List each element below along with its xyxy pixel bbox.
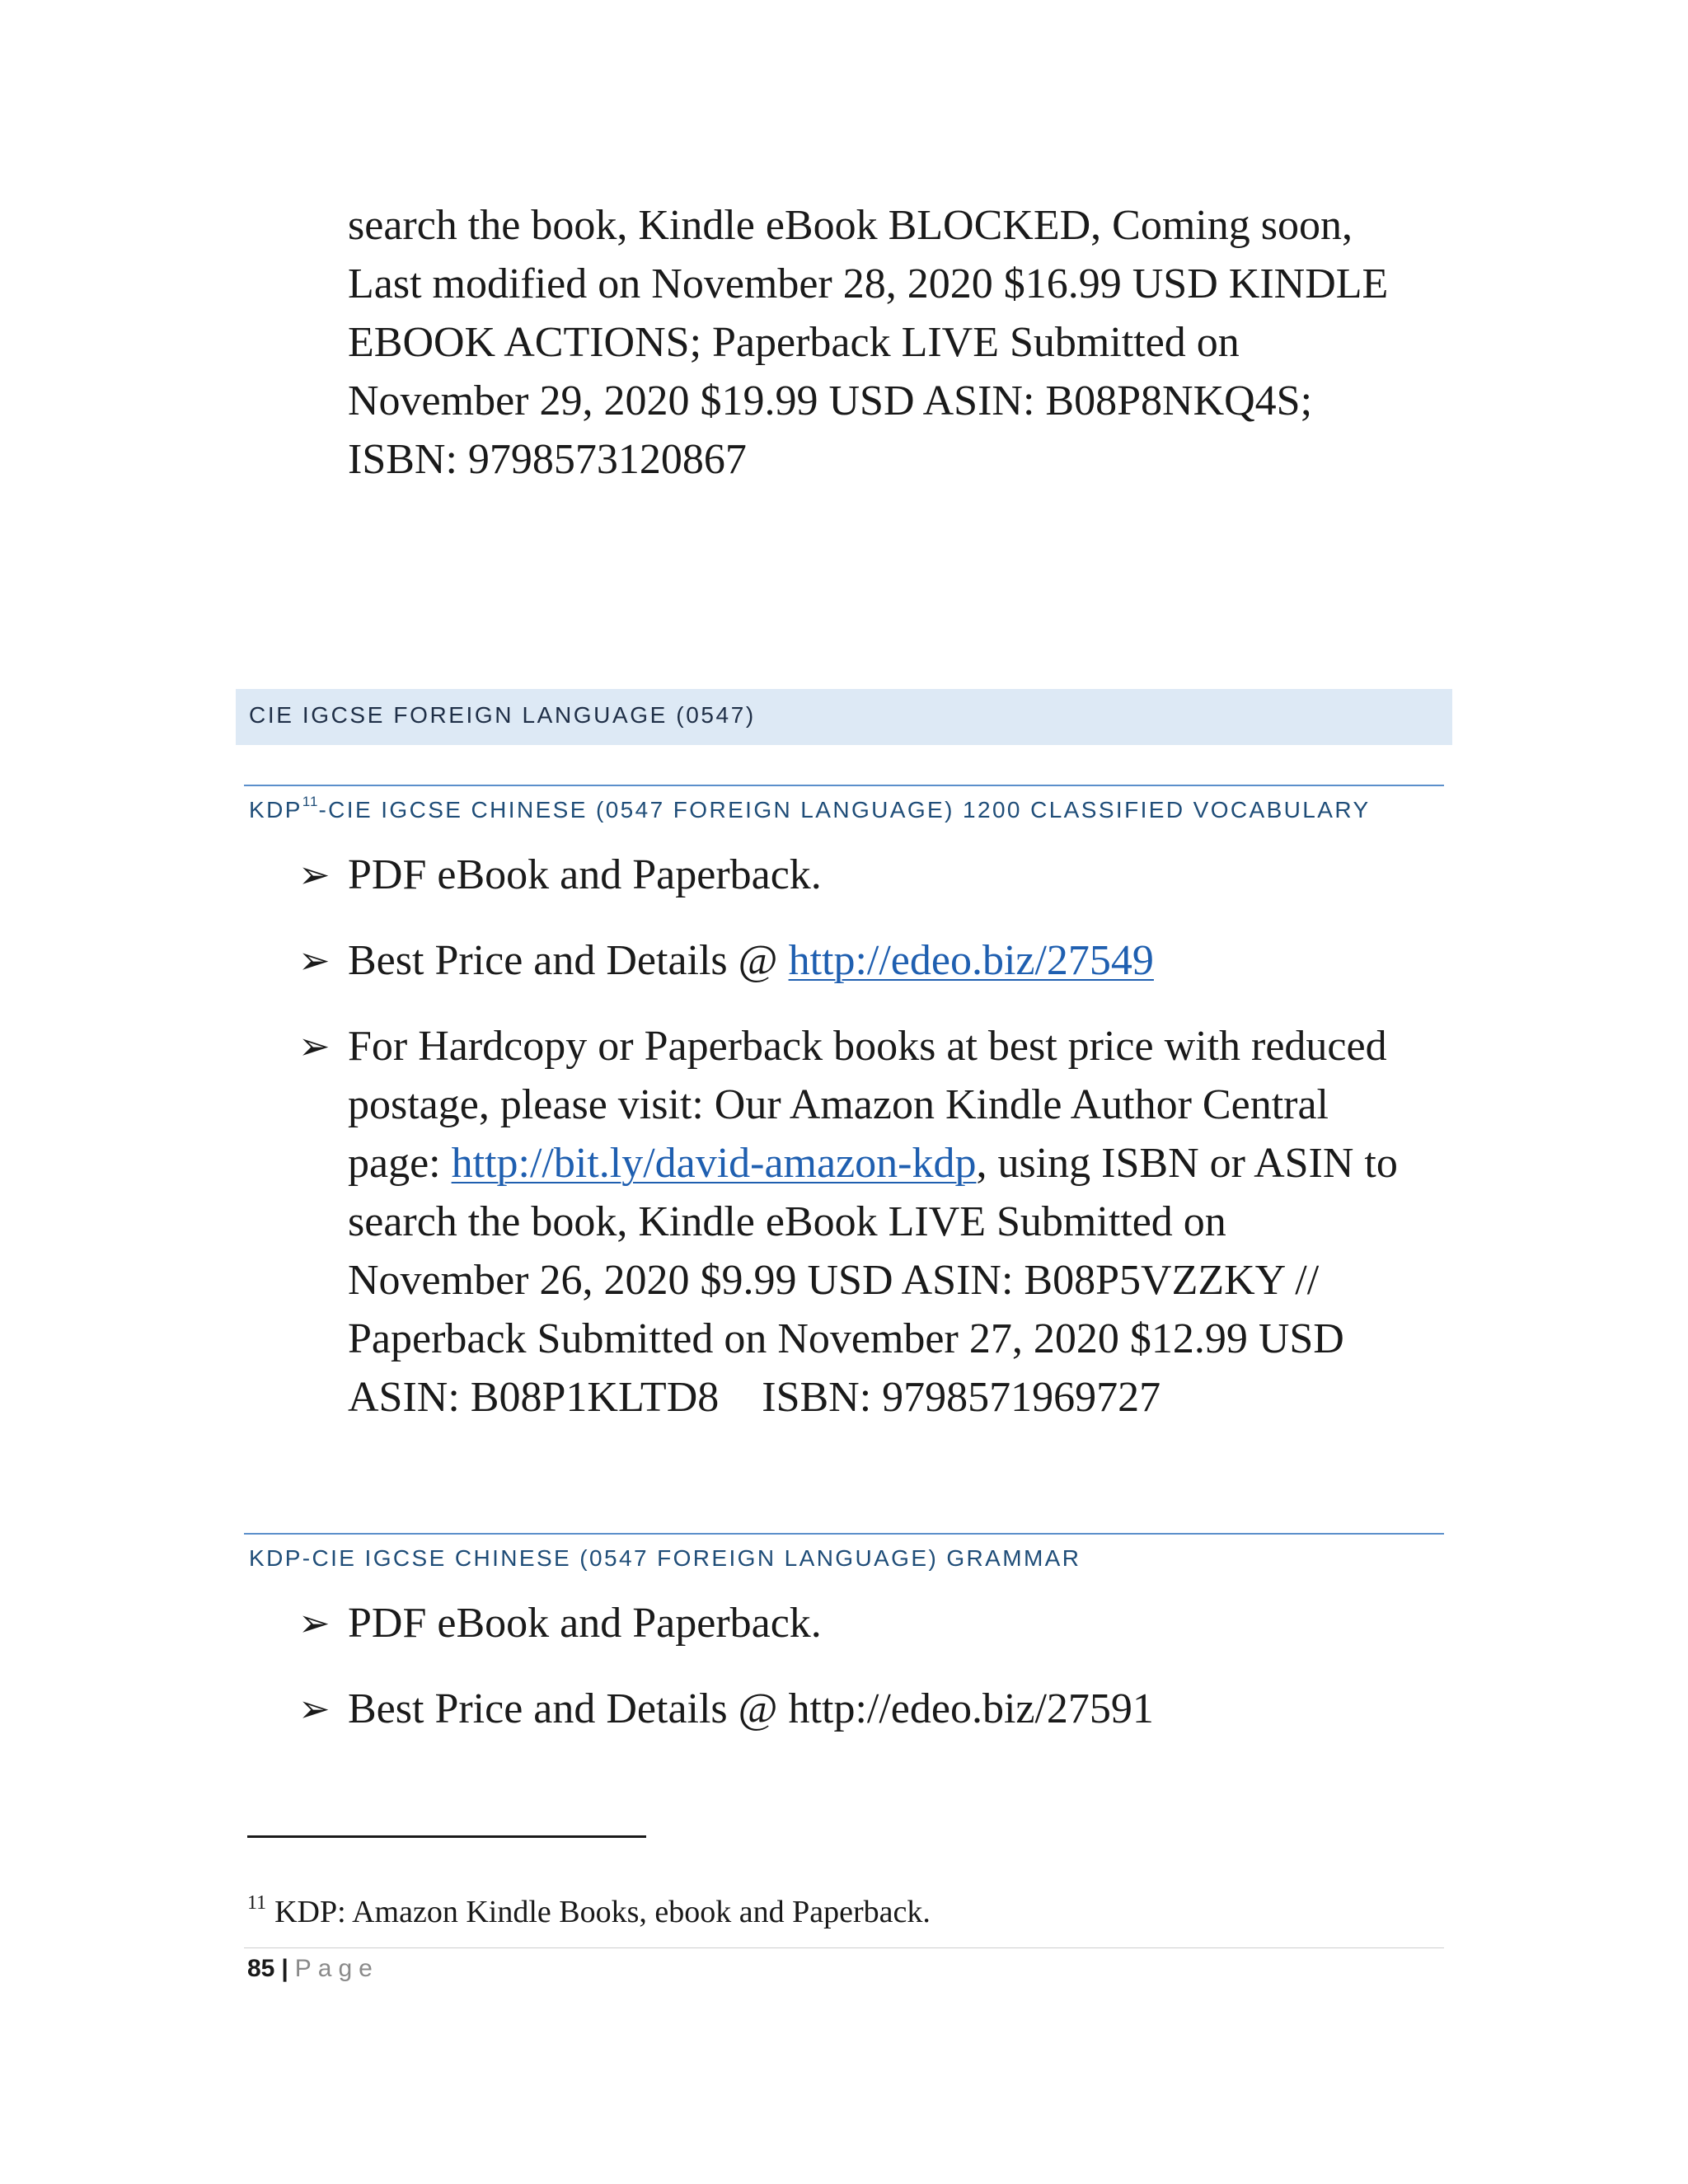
text-line: postage, please visit: Our Amazon Kindle Author Central	[348, 1081, 1329, 1128]
text-line: search the book, Kindle eBook BLOCKED, Coming soon,	[348, 202, 1353, 249]
text-span: , using ISBN or ASIN to	[976, 1140, 1398, 1187]
section-heading-band	[236, 689, 1452, 745]
bullet-text: Best Price and Details @ http://edeo.biz/27591	[348, 1685, 1154, 1732]
arrowhead-bullet-icon: ➢	[298, 854, 331, 896]
list-item	[298, 1017, 1452, 1427]
footnote-number: 11	[247, 1892, 267, 1914]
text-span: page:	[348, 1140, 452, 1187]
heading-rest: -CIE IGCSE CHINESE (0547 FOREIGN LANGUAGE) 1200 CLASSIFIED VOCABULARY	[318, 797, 1371, 823]
list-item	[298, 1680, 1452, 1738]
footer-separator: |	[281, 1955, 288, 1982]
heading-prefix: KDP	[249, 797, 302, 823]
continuation-paragraph	[348, 196, 1452, 489]
text-line: For Hardcopy or Paperback books at best price with reduced	[348, 1023, 1387, 1070]
list-item	[298, 1594, 1452, 1652]
text-line: search the book, Kindle eBook LIVE Submitted on	[348, 1198, 1226, 1245]
arrowhead-bullet-icon: ➢	[298, 1602, 331, 1644]
heading-rule	[244, 1533, 1444, 1535]
book-grammar-bullets	[298, 1594, 1452, 1765]
amazon-author-link[interactable]: http://bit.ly/david-amazon-kdp	[451, 1140, 977, 1187]
text-line	[348, 1134, 1452, 1193]
footnote-reference[interactable]: 11	[302, 794, 319, 809]
section-heading: CIE IGCSE FOREIGN LANGUAGE (0547)	[249, 702, 756, 728]
book-heading-grammar: KDP-CIE IGCSE CHINESE (0547 FOREIGN LANGUAGE) GRAMMAR	[249, 1545, 1081, 1571]
footnote-separator	[247, 1835, 646, 1838]
text-line: ASIN: B08P1KLTD8 ISBN: 9798571969727	[348, 1374, 1161, 1421]
page-footer	[247, 1955, 379, 1983]
list-item	[298, 931, 1452, 990]
footnote	[247, 1894, 931, 1930]
heading-rule	[244, 785, 1444, 786]
arrowhead-bullet-icon: ➢	[298, 1025, 331, 1067]
edeo-link[interactable]: http://edeo.biz/27549	[788, 937, 1154, 984]
bullet-text: PDF eBook and Paperback.	[348, 851, 822, 898]
book-vocabulary-bullets	[298, 846, 1452, 1454]
text-line: ISBN: 9798573120867	[348, 436, 747, 483]
book-heading-vocabulary	[249, 794, 1371, 823]
text-line: Paperback Submitted on November 27, 2020 $12.99 USD	[348, 1315, 1344, 1362]
footnote-text: KDP: Amazon Kindle Books, ebook and Paperback.	[274, 1895, 931, 1929]
arrowhead-bullet-icon: ➢	[298, 1688, 331, 1730]
text-line: November 29, 2020 $19.99 USD ASIN: B08P8NKQ4S;	[348, 377, 1313, 424]
bullet-text: PDF eBook and Paperback.	[348, 1600, 822, 1647]
text-line: EBOOK ACTIONS; Paperback LIVE Submitted on	[348, 319, 1240, 366]
text-line: Last modified on November 28, 2020 $16.99 USD KINDLE	[348, 260, 1389, 307]
footer-rule	[244, 1947, 1444, 1948]
arrowhead-bullet-icon: ➢	[298, 940, 331, 982]
list-item	[298, 846, 1452, 904]
page-label: Page	[294, 1955, 379, 1982]
bullet-text: Best Price and Details @	[348, 937, 789, 984]
text-line: November 26, 2020 $9.99 USD ASIN: B08P5VZZKY //	[348, 1257, 1320, 1304]
page-number: 85	[247, 1955, 275, 1982]
